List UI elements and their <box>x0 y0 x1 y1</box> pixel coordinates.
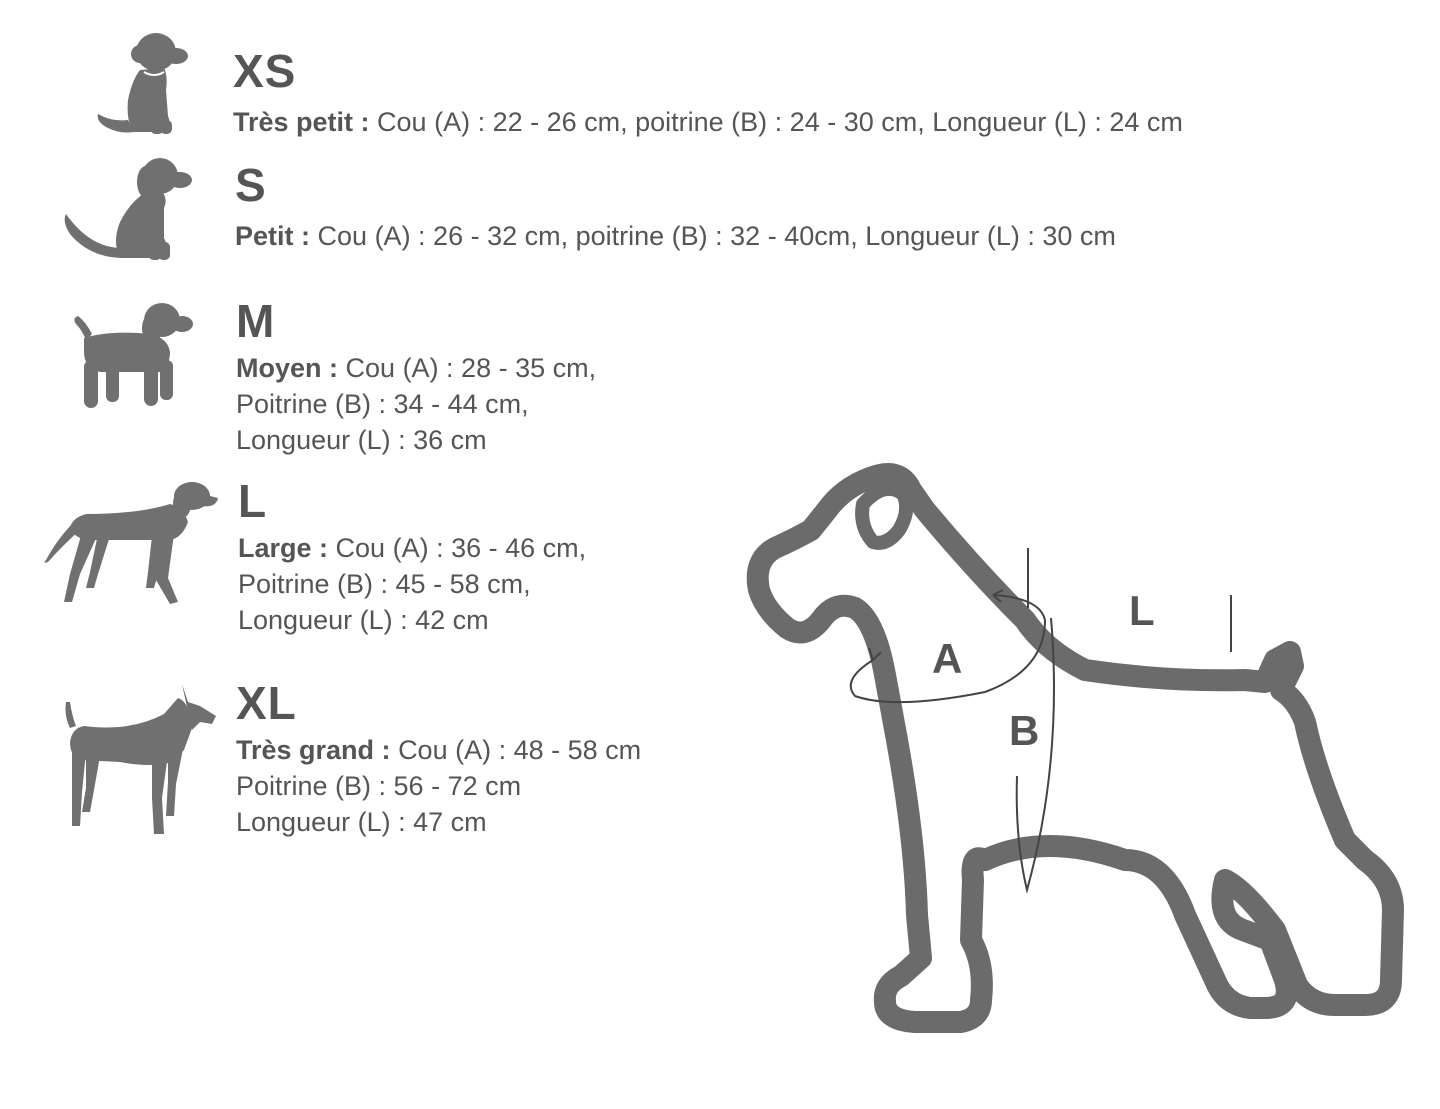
size-measurement-length: Longueur (L) : 36 cm <box>236 425 487 455</box>
standing-large-dog-icon <box>42 478 220 610</box>
size-measurement-neck: Cou (A) : 36 - 46 cm, <box>335 533 587 563</box>
size-description <box>236 732 641 840</box>
sitting-puppy-icon <box>88 30 198 138</box>
size-code: L <box>238 475 268 527</box>
size-name: Très grand : <box>236 735 391 765</box>
size-measurement-chest: Poitrine (B) : 34 - 44 cm, <box>236 389 529 419</box>
measurement-diagram <box>745 460 1405 1100</box>
standing-great-dane-icon <box>60 680 220 838</box>
size-description <box>233 104 1183 140</box>
chest-label: B <box>1009 707 1040 754</box>
size-name: Large : <box>238 533 329 563</box>
length-label: L <box>1129 587 1155 634</box>
size-description <box>236 350 596 458</box>
size-measurements: Cou (A) : 26 - 32 cm, poitrine (B) : 32 - 40cm, Longueur (L) : 30 cm <box>317 221 1116 251</box>
sitting-dog-icon <box>60 152 195 264</box>
size-code: S <box>235 159 267 211</box>
size-measurement-chest: Poitrine (B) : 56 - 72 cm <box>236 771 522 801</box>
size-measurement-chest: Poitrine (B) : 45 - 58 cm, <box>238 569 531 599</box>
size-measurement-neck: Cou (A) : 28 - 35 cm, <box>345 353 597 383</box>
size-xl <box>236 677 642 840</box>
size-name: Moyen : <box>236 353 339 383</box>
size-code: XL <box>236 677 297 729</box>
neck-label: A <box>932 635 963 682</box>
size-code: XS <box>233 45 297 97</box>
size-measurement-neck: Cou (A) : 48 - 58 cm <box>398 735 642 765</box>
size-measurement-length: Longueur (L) : 42 cm <box>238 605 489 635</box>
standing-medium-dog-icon <box>70 300 195 412</box>
size-l <box>238 475 587 638</box>
size-m <box>236 295 597 458</box>
size-description <box>235 218 1116 254</box>
size-description <box>238 530 586 638</box>
size-s <box>235 159 1116 254</box>
size-measurement-length: Longueur (L) : 47 cm <box>236 807 487 837</box>
size-name: Très petit : <box>233 107 370 137</box>
size-name: Petit : <box>235 221 311 251</box>
size-measurements: Cou (A) : 22 - 26 cm, poitrine (B) : 24 - 30 cm, Longueur (L) : 24 cm <box>377 107 1183 137</box>
dog-outline-measurement-icon <box>745 460 1405 1100</box>
size-xs <box>233 45 1183 140</box>
size-code: M <box>236 295 276 347</box>
